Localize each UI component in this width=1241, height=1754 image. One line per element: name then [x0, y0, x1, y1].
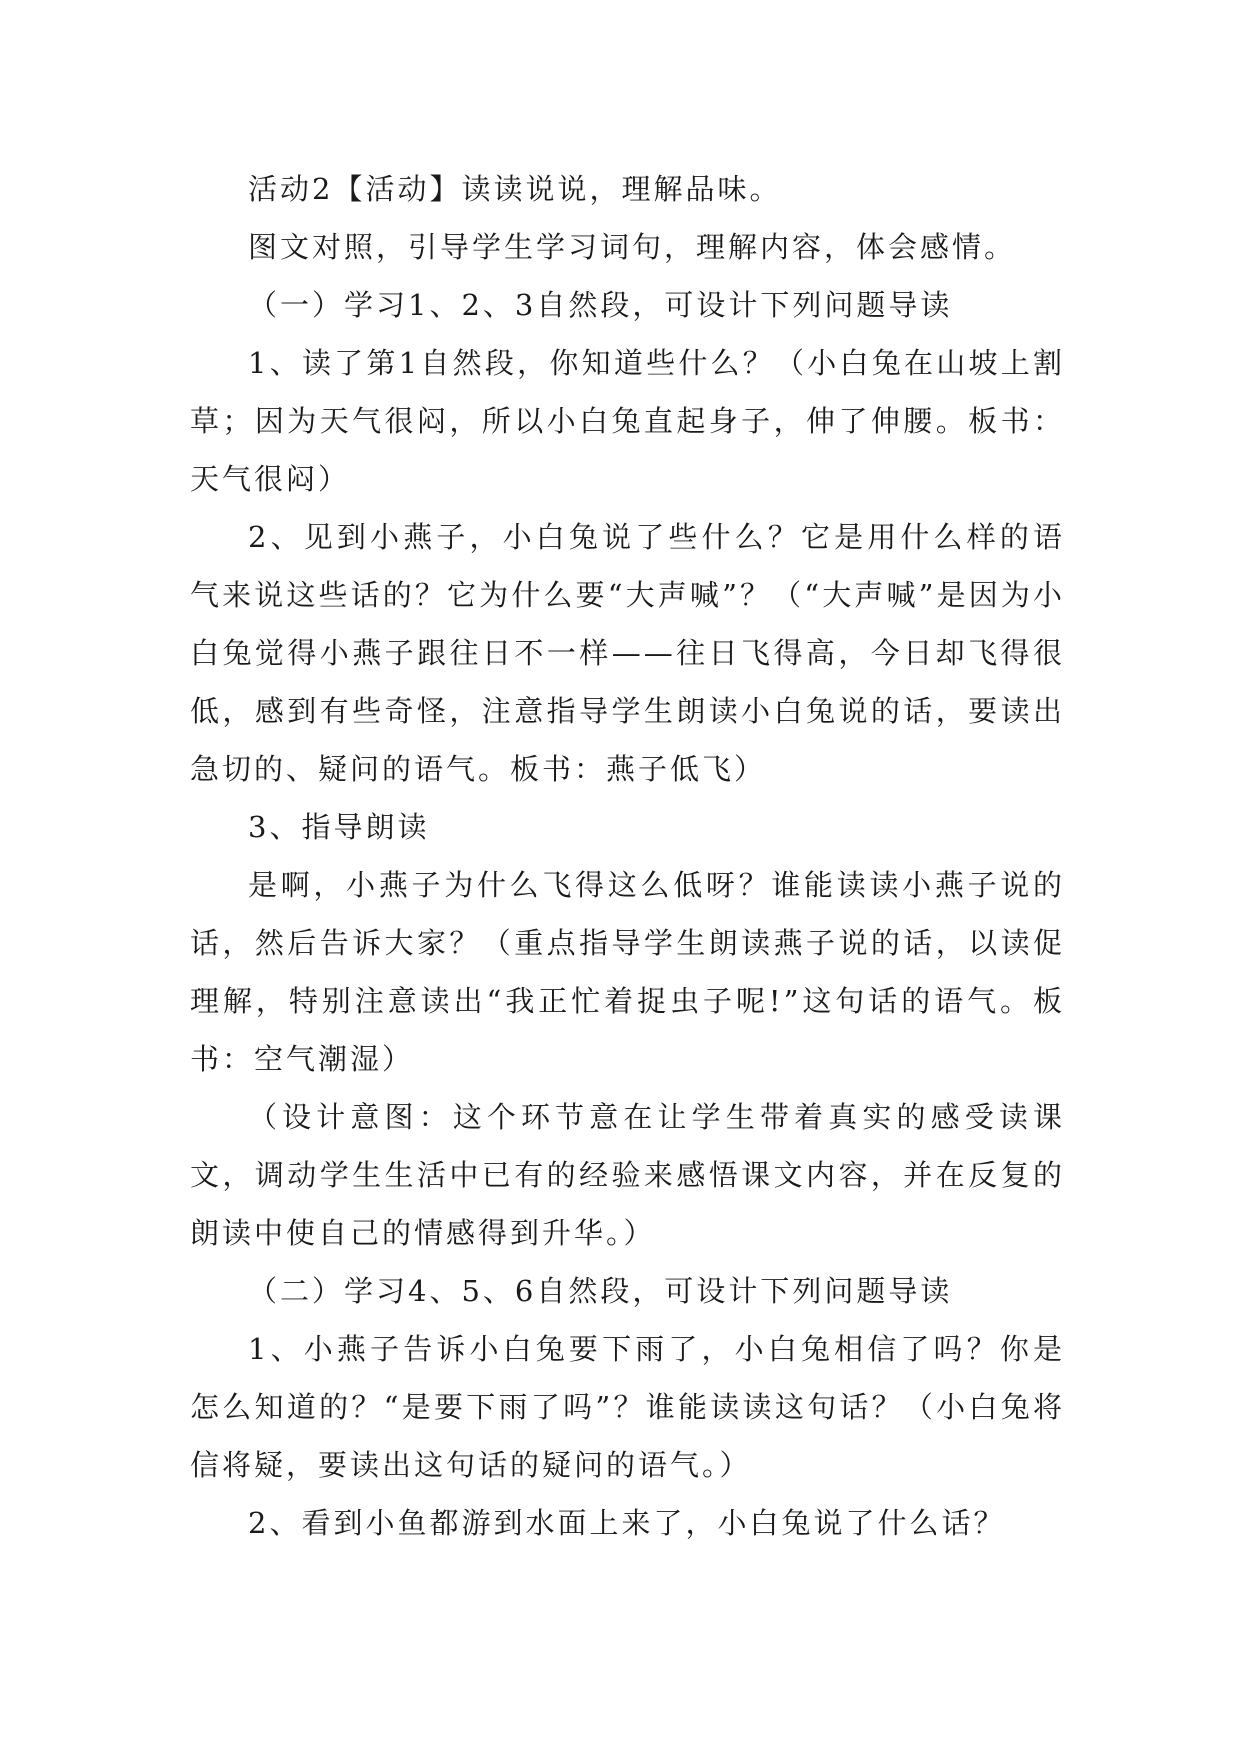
section-heading-one: （一）学习1、2、3自然段，可设计下列问题导读	[248, 288, 953, 322]
question-3: 3、指导朗读	[248, 810, 430, 844]
document-body	[190, 160, 1065, 1552]
question-5: 2、看到小鱼都游到水面上来了，小白兔说了什么话？	[248, 1506, 1006, 1540]
question-1: 1、读了第1自然段，你知道些什么？（小白兔在山坡上割草；因为天气很闷，所以小白兔直起身子，伸了伸腰。板书：天气很闷）	[190, 346, 1065, 496]
section-heading-two: （二）学习4、5、6自然段，可设计下列问题导读	[248, 1274, 953, 1308]
paragraph-intro: 图文对照，引导学生学习词句，理解内容，体会感情。	[248, 230, 1017, 264]
question-4: 1、小燕子告诉小白兔要下雨了，小白兔相信了吗？你是怎么知道的？“是要下雨了吗”？谁能读读这句话？（小白兔将信将疑，要读出这句话的疑问的语气。）	[190, 1332, 1065, 1482]
design-intent: （设计意图：这个环节意在让学生带着真实的感受读课文，调动学生生活中已有的经验来感悟课文内容，并在反复的朗读中使自己的情感得到升华。）	[190, 1100, 1065, 1250]
question-2: 2、见到小燕子，小白兔说了些什么？它是用什么样的语气来说这些话的？它为什么要“大声喊”？（“大声喊”是因为小白兔觉得小燕子跟往日不一样——往日飞得高，今日却飞得很低，感到有些奇怪，注意指导学生朗读小白兔说的话，要读出急切的、疑问的语气。板书：燕子低飞）	[190, 520, 1065, 786]
paragraph-reading-guide: 是啊，小燕子为什么飞得这么低呀？谁能读读小燕子说的话，然后告诉大家？（重点指导学生朗读燕子说的话，以读促理解，特别注意读出“我正忙着捉虫子呢!”这句话的语气。板书：空气潮湿）	[190, 868, 1065, 1076]
activity-heading: 活动2【活动】读读说说，理解品味。	[248, 172, 782, 206]
